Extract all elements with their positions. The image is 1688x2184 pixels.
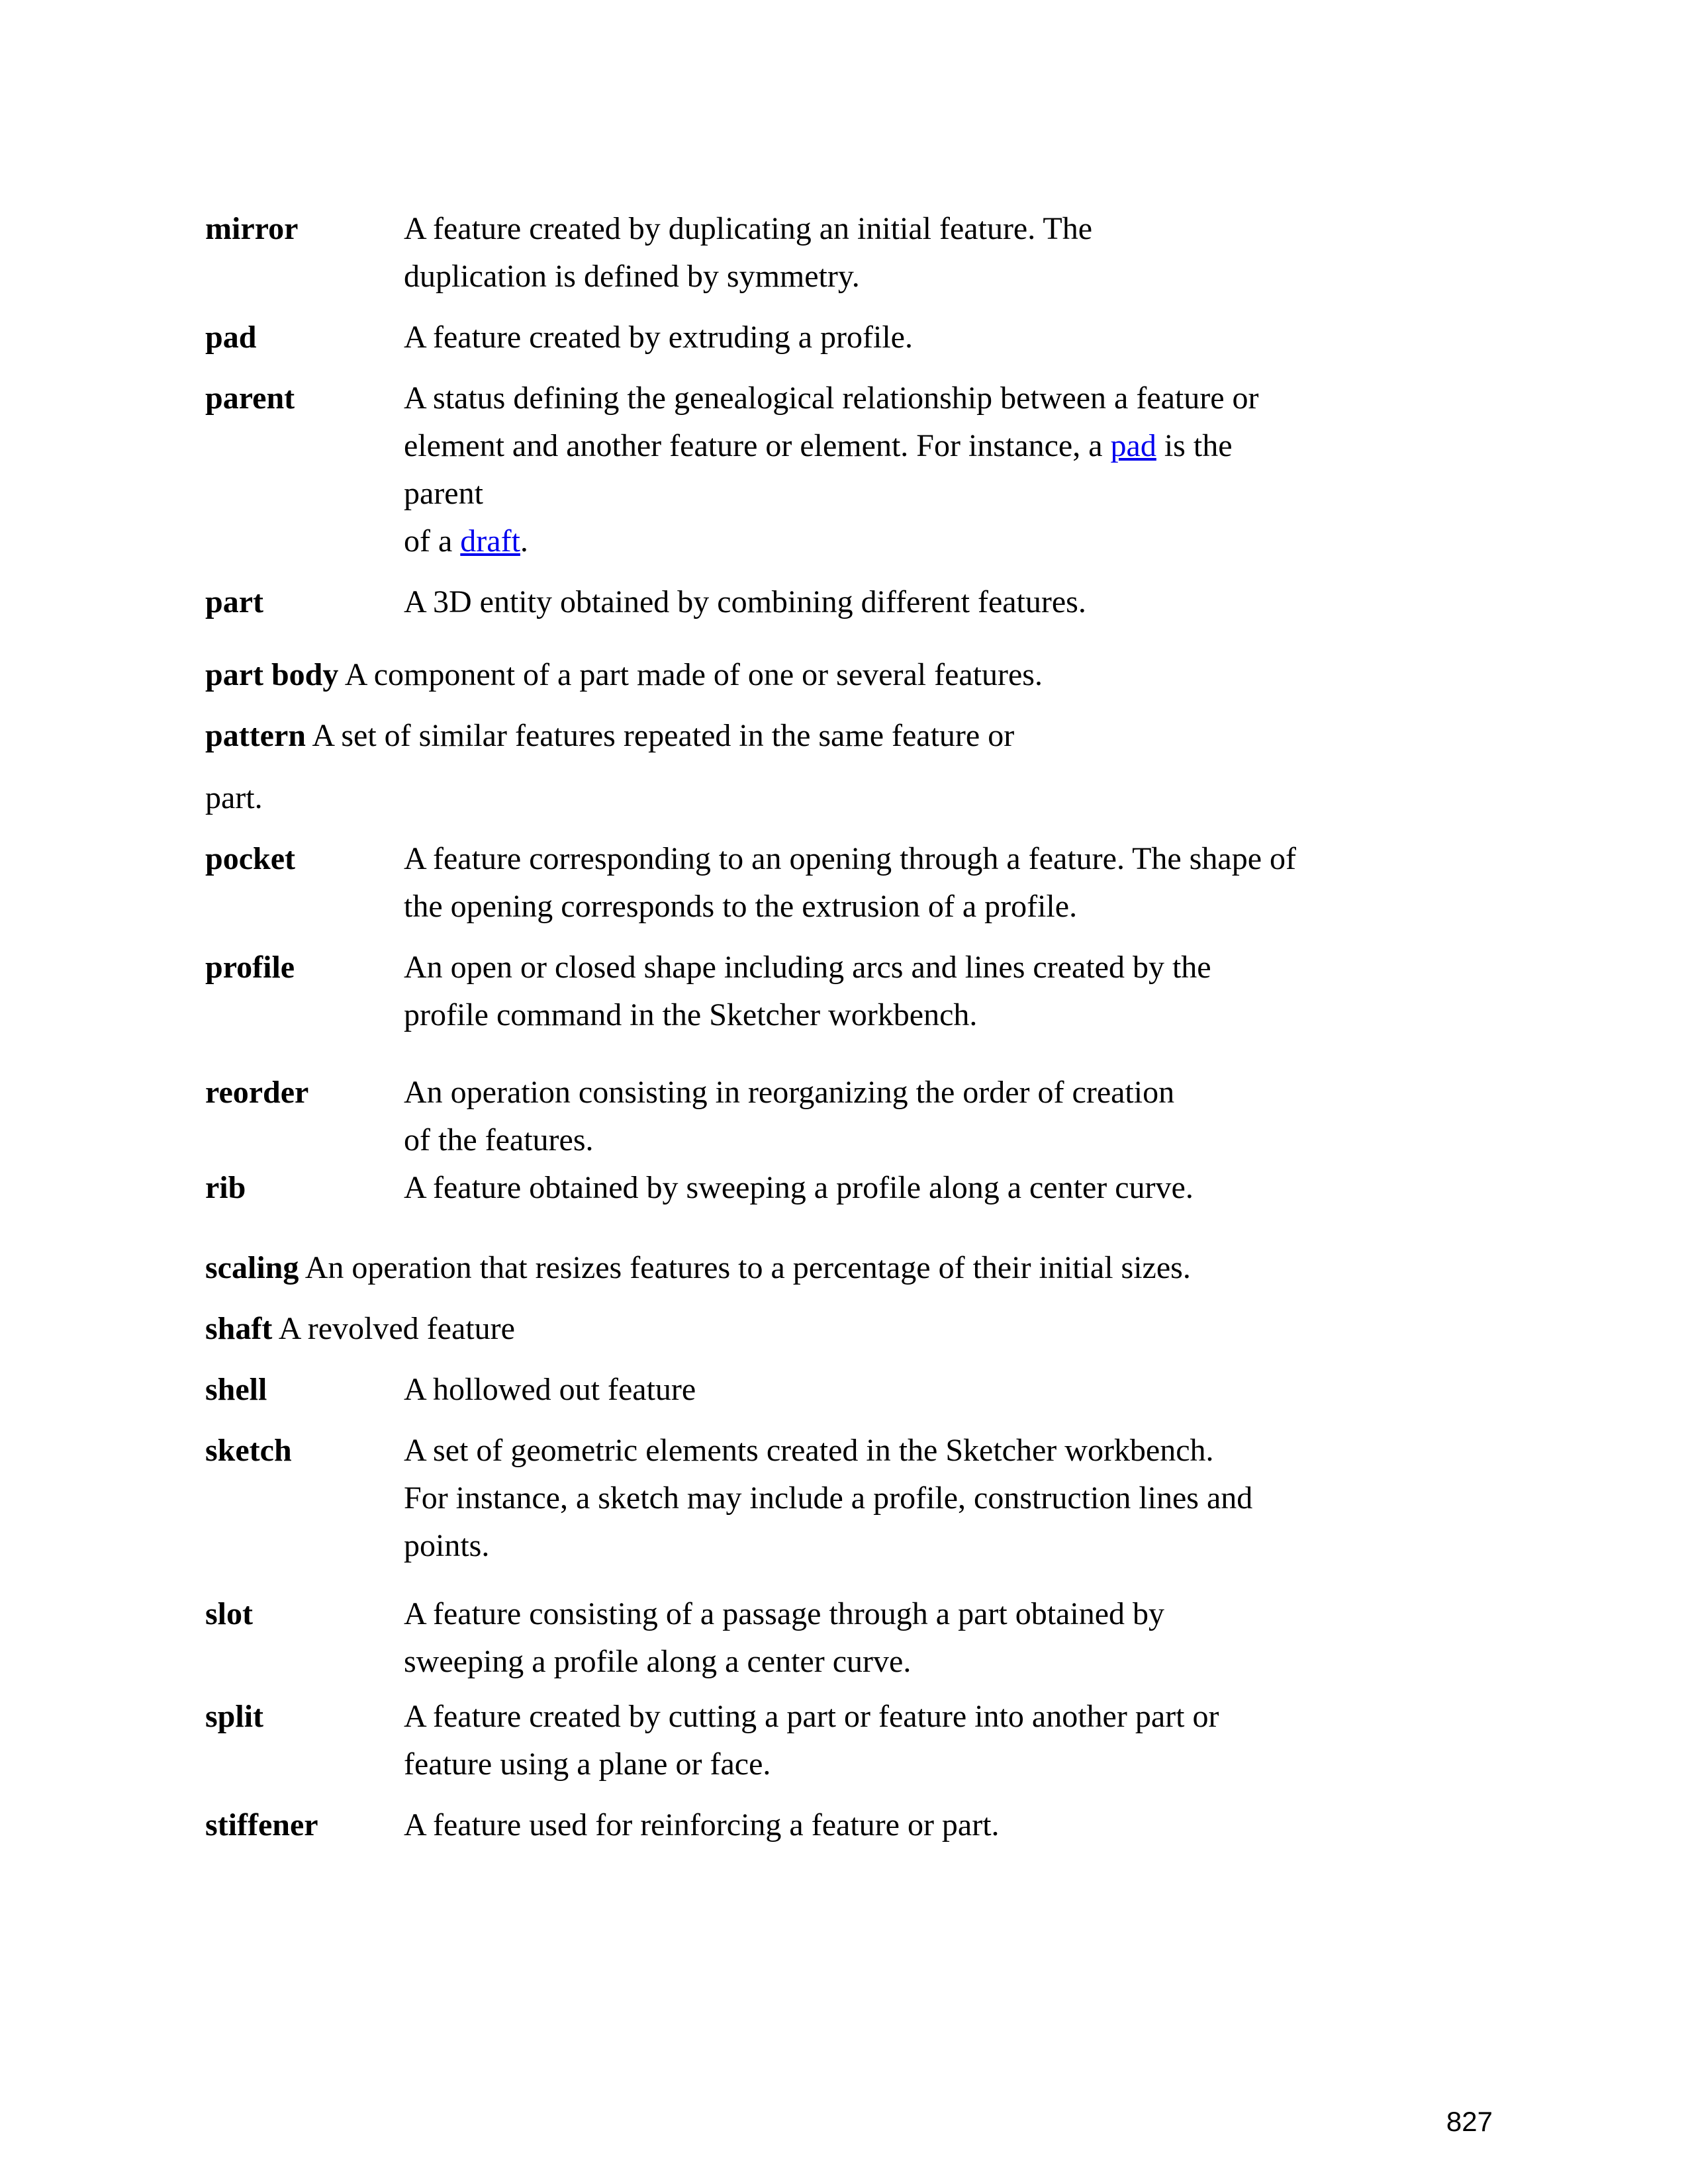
glossary-entry	[205, 578, 1556, 626]
definition-line	[404, 205, 1092, 253]
definition-line	[404, 991, 1211, 1039]
definition-text: element and another feature or element. For instance, a	[404, 428, 1111, 463]
definition-text: A feature created by cutting a part or feature into another part or	[404, 1699, 1219, 1734]
definition-text: An operation that resizes features to a percentage of their initial sizes.	[305, 1250, 1191, 1285]
definition-text: of the features.	[404, 1122, 594, 1158]
definition-text: A hollowed out feature	[404, 1372, 696, 1407]
definition-line	[404, 518, 1259, 565]
definition-text: profile command in the Sketcher workbench.	[404, 997, 978, 1032]
term-label: shell	[205, 1372, 267, 1407]
glossary-entry	[205, 205, 1556, 300]
definition-line	[404, 1427, 1252, 1475]
term-label: slot	[205, 1596, 253, 1631]
definition	[404, 835, 1296, 931]
glossary-entry	[205, 1366, 1556, 1414]
definition-line	[404, 883, 1296, 931]
definition-line	[404, 1069, 1174, 1116]
term-label: pocket	[205, 841, 295, 876]
term-label: profile	[205, 950, 295, 985]
glossary-entry	[205, 651, 1556, 699]
glossary-entry	[205, 1069, 1556, 1164]
definition-text: An open or closed shape including arcs and lines created by the	[404, 950, 1211, 985]
definition-line	[404, 1590, 1164, 1638]
term-label: part body	[205, 657, 339, 692]
definition	[404, 1366, 696, 1414]
term-label: mirror	[205, 211, 299, 246]
definition-line	[404, 1801, 1000, 1849]
pad-link[interactable]: pad	[1110, 428, 1156, 463]
glossary-entry	[205, 314, 1556, 361]
page-number: 827	[1446, 2106, 1493, 2137]
definition-text: feature using a plane or face.	[404, 1747, 771, 1782]
definition-text: A status defining the genealogical relationship between a feature or	[404, 381, 1259, 416]
definition	[404, 1427, 1252, 1570]
definition-line	[404, 1693, 1219, 1741]
definition-text: duplication is defined by symmetry.	[404, 259, 860, 294]
definition-text: the opening corresponds to the extrusion of a profile.	[404, 889, 1078, 924]
glossary-entry	[205, 944, 1556, 1039]
definition-line	[404, 314, 913, 361]
term-label: part	[205, 584, 263, 619]
definition-text: A feature obtained by sweeping a profile along a center curve.	[404, 1170, 1194, 1205]
term-label: pad	[205, 320, 257, 355]
term-label: rib	[205, 1170, 246, 1205]
term-label: shaft	[205, 1311, 273, 1346]
term-label: pattern	[205, 718, 306, 753]
definition-text: A feature created by extruding a profile.	[404, 320, 913, 355]
glossary-entry	[205, 835, 1556, 931]
definition	[404, 1693, 1219, 1788]
definition-line	[404, 1475, 1252, 1522]
term-label: parent	[205, 381, 295, 416]
definition-text: For instance, a sketch may include a profile, construction lines and	[404, 1480, 1253, 1516]
definition-line	[205, 774, 1556, 822]
definition-text: A feature used for reinforcing a feature or part.	[404, 1807, 1000, 1843]
definition-text: A revolved feature	[278, 1311, 515, 1346]
definition-text: A feature corresponding to an opening through a feature. The shape of	[404, 841, 1296, 876]
definition-line	[404, 835, 1296, 883]
definition-text: points.	[404, 1528, 490, 1563]
glossary-entry	[205, 1164, 1556, 1212]
definition-line	[404, 944, 1211, 991]
term-label: sketch	[205, 1433, 292, 1468]
definition	[404, 944, 1211, 1039]
definition-text: parent	[404, 476, 483, 511]
definition-text: .	[520, 523, 528, 559]
definition	[404, 1801, 1000, 1849]
definition-text: of a	[404, 523, 461, 559]
definition-text: A set of similar features repeated in the same feature or	[312, 718, 1015, 753]
glossary-entry	[205, 1244, 1556, 1292]
definition-line	[205, 1244, 1556, 1292]
definition-line	[404, 375, 1259, 422]
glossary-entry	[205, 1305, 1556, 1353]
definition-text: sweeping a profile along a center curve.	[404, 1644, 912, 1679]
definition-text: A feature created by duplicating an initial feature. The	[404, 211, 1092, 246]
definition-line	[205, 712, 1556, 760]
definition-text: A feature consisting of a passage through a part obtained by	[404, 1596, 1164, 1631]
definition-line	[404, 1116, 1174, 1164]
definition-line	[404, 578, 1086, 626]
glossary-entry	[205, 1801, 1556, 1849]
definition-line	[404, 1638, 1164, 1686]
definition-text: An operation consisting in reorganizing the order of creation	[404, 1075, 1175, 1110]
definition	[404, 205, 1092, 300]
definition-line	[404, 1164, 1194, 1212]
definition-line	[205, 651, 1556, 699]
definition	[404, 375, 1259, 565]
term-label: stiffener	[205, 1807, 318, 1843]
draft-link[interactable]: draft	[460, 523, 520, 559]
definition-line	[404, 470, 1259, 518]
definition	[404, 1590, 1164, 1686]
definition-line	[404, 1366, 696, 1414]
glossary-entry	[205, 375, 1556, 565]
glossary-list	[205, 205, 1556, 1862]
definition	[404, 578, 1086, 626]
definition-text: part.	[205, 780, 263, 815]
definition-line	[404, 422, 1259, 470]
definition-line	[404, 1522, 1252, 1570]
definition-text: A component of a part made of one or several features.	[344, 657, 1043, 692]
term-label: scaling	[205, 1250, 299, 1285]
definition-line	[205, 1305, 1556, 1353]
glossary-entry	[205, 712, 1556, 822]
definition-text: is the	[1156, 428, 1233, 463]
glossary-entry	[205, 1693, 1556, 1788]
glossary-entry	[205, 1590, 1556, 1686]
definition	[404, 314, 913, 361]
term-label: reorder	[205, 1075, 309, 1110]
definition-text: A set of geometric elements created in the Sketcher workbench.	[404, 1433, 1214, 1468]
definition-text: A 3D entity obtained by combining different features.	[404, 584, 1086, 619]
definition	[404, 1069, 1174, 1164]
definition-line	[404, 253, 1092, 300]
glossary-entry	[205, 1427, 1556, 1570]
term-label: split	[205, 1699, 264, 1734]
definition	[404, 1164, 1194, 1212]
definition-line	[404, 1741, 1219, 1788]
